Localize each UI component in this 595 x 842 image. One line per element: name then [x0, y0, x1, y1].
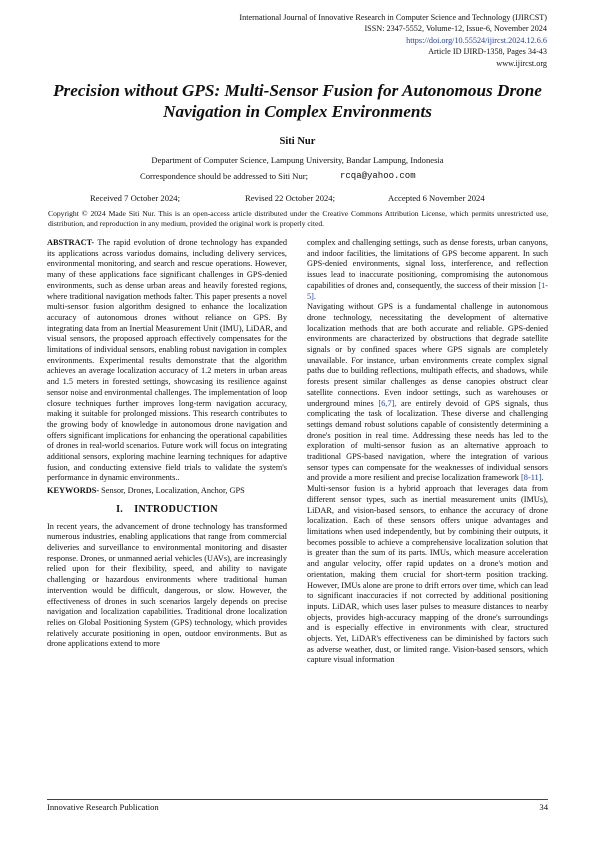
affiliation: Department of Computer Science, Lampung University, Bandar Lampung, Indonesia	[151, 155, 444, 165]
citation-link[interactable]: [6,7],	[378, 398, 397, 408]
copyright-notice: Copyright © 2024 Made Siti Nur. This is an open-access article distributed under the Creative Commons Attribution License, which permits unrestricted use, distribution, and reproduction in any medium, provided the original work is properly cited.	[48, 209, 548, 229]
doi-link[interactable]: https://doi.org/10.55524/ijircst.2024.12.6.6	[406, 35, 547, 45]
section-number: I.	[116, 503, 124, 515]
intro-paragraph-3	[307, 302, 548, 484]
section-heading-introduction	[47, 505, 287, 516]
citation-link[interactable]: [1-5].	[307, 280, 548, 301]
paper-title: Precision without GPS: Multi-Sensor Fusion for Autonomous Drone Navigation in Complex Environments	[53, 81, 542, 121]
author-name: Siti Nur	[279, 136, 316, 147]
abstract-text: The rapid evolution of drone technology has expanded its applications across variodus domains, including delivery services, environmental monitoring, and search and rescue operations. However, many of these applications face significant challenges in GPS-denied environments, such as dense urban areas and heavily forested regions, where traditional navigation methods falter. This paper presents a novel multi-sensor fusion algorithm designed to enhance the localization accuracy of autonomous drones without reliance on GPS. By integrating data from an Inertial Measurement Unit (IMU), LiDAR, and visual sensors, the proposed approach effectively compensates for the limitations of individual sensors, enabling robust navigation in complex environments. Experimental results demonstrate that the algorithm achieves an average localization accuracy of 1.2 meters in urban areas and 1.5 meters in forested settings, showcasing its resilience against sensor noise and environmental challenges. The implementation of loop closure techniques further improves long-term navigation accuracy, making it suitable for prolonged missions. This research contributes to the growing body of knowledge in autonomous drone navigation and offers significant implications for enhancing the operational capabilities of drones in real-world scenarios. Future work will focus on integrating additional sensors, exploring machine learning techniques for adaptive fusion, and conducting extensive field trials to validate the system's performance in dynamic environments..	[47, 238, 287, 483]
keywords-text: Sensor, Drones, Localization, Anchor, GPS	[101, 486, 245, 496]
footer-publisher: Innovative Research Publication	[47, 802, 159, 812]
correspondence: Correspondence should be addressed to Siti Nur;	[140, 171, 309, 181]
revised-date: Revised 22 October 2024;	[245, 193, 335, 203]
abstract	[47, 238, 287, 484]
section-title: INTRODUCTION	[134, 503, 218, 515]
intro-paragraph-2	[307, 238, 548, 302]
journal-header	[239, 12, 547, 69]
journal-name: International Journal of Innovative Research in Computer Science and Technology (IJIRCST)	[239, 13, 547, 22]
keywords-label: KEYWORDS-	[47, 486, 100, 496]
left-column	[47, 238, 287, 650]
article-id: Article ID IJIRD-1358, Pages 34-43	[428, 47, 547, 57]
intro-paragraph-2-text: complex and challenging settings, such as dense forests, urban canyons, and indoor facilities, the limitations of GPS become apparent. In such GPS-denied environments, signal loss, interference, and reflection issues lead to inaccurate positioning, compromising the autonomous capabilities of drones and, consequently, the success of their mission	[307, 238, 548, 290]
received-date: Received 7 October 2024;	[90, 193, 180, 203]
email-address[interactable]: rcqa@yahoo.com	[340, 171, 416, 181]
journal-website[interactable]: www.ijircst.org	[496, 58, 547, 68]
issn-line: ISSN: 2347-5552, Volume-12, Issue-6, November 2024	[364, 24, 547, 34]
right-column	[307, 238, 548, 666]
accepted-date: Accepted 6 November 2024	[388, 193, 485, 203]
abstract-label: ABSTRACT-	[47, 238, 95, 247]
intro-paragraph-3-text-a: Navigating without GPS is a fundamental challenge in autonomous drone technology, necessitating the development of alternative localization methods that are both accurate and reliable. GPS-denied environments are characterized by obstructions that degrade satellite signals or by confined spaces where GPS signals are completely unavailable. For instance, urban environments create complex signal paths due to building reflections, multipath effects, and shadows, while forests present similar challenges as dense canopies obstruct clear satellite connections. Even indoor settings, such as warehouses or underground mines	[307, 302, 548, 408]
footer-divider	[47, 799, 548, 800]
keywords	[47, 486, 287, 497]
intro-paragraph-3-text-b: are entirely devoid of GPS signals, thus complicating the task of localization. These diverse and challenging settings demand robust solutions capable of consistently determining a drone's position in real time. Addressing these needs has led to the exploration of multi-sensor fusion as an alternative approach to traditional GPS-based navigation, where the integration of various sensor types can compensate for the weaknesses of individual sensors and provide a more resilient and precise localization framework	[307, 398, 549, 483]
intro-paragraph-4: Multi-sensor fusion is a hybrid approach that leverages data from different sensor types, such as inertial measurement units (IMUs), LiDAR, and vision-based sensors, to enhance the accuracy of drone localization. Each of these sensors offers unique advantages and limitations when used independently, but by combining their outputs, it becomes possible to achieve a comprehensive localization solution that is greater than the sum of its parts. IMUs, which measure acceleration and angular velocity, offer rapid updates on a drone's motion and orientation, making them crucial for short-term position tracking. However, IMUs alone are prone to drift errors over time, which can lead to significant inaccuracies if not corrected by additional positioning inputs. LiDAR, which uses laser pulses to measure distances to nearby objects, provides high-accuracy mapping of the drone's surroundings and is especially effective in environments with clear, structured objects. Yet, LiDAR's effectiveness can be diminished by factors such as adverse weather, dust, or limited range. Vision-based sensors, which capture visual information	[307, 484, 548, 665]
page-number: 34	[539, 802, 548, 812]
citation-link[interactable]: [8-11].	[521, 473, 544, 483]
intro-paragraph-1: In recent years, the advancement of drone technology has transformed numerous industries, enabling applications that range from commercial deliveries and surveillance to environmental monitoring and disaster response. Drones, or unmanned aerial vehicles (UAVs), are increasingly relied upon for their flexibility, speed, and ability to navigate challenging or hazardous environments where traditional human intervention would be difficult, dangerous, or slow. However, the effectiveness of drones in such scenarios largely depends on precise navigation and localization capabilities. Traditional drone localization relies on Global Positioning System (GPS) technology, which provides relatively accurate positioning in open, outdoor environments. But as drone applications extend to more	[47, 521, 287, 649]
